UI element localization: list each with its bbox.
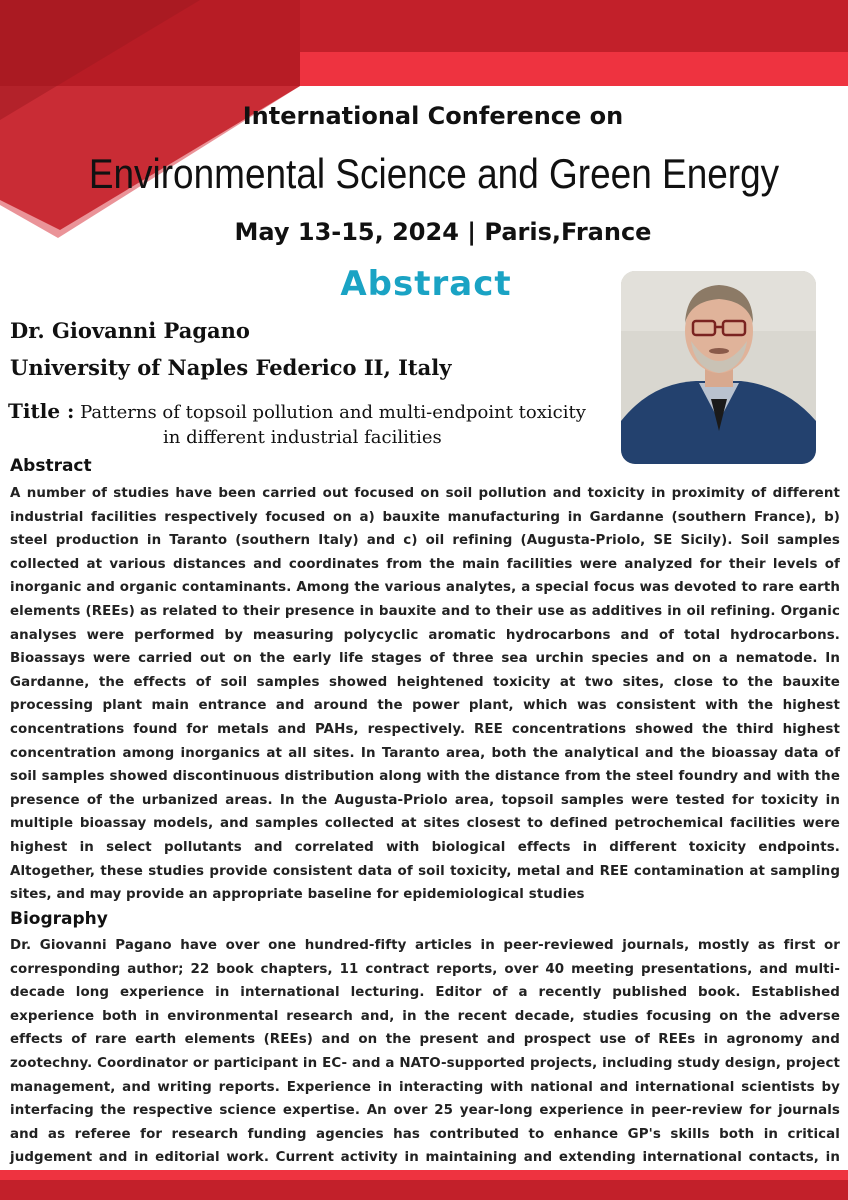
conference-name: Environmental Science and Green Energy [88, 150, 780, 197]
biography-heading: Biography [10, 909, 108, 929]
conference-line1: International Conference on [242, 102, 624, 130]
abstract-banner-heading: Abstract [340, 264, 512, 304]
abstract-text: A number of studies have been carried out focused on soil pollution and toxicity in proximity of different industrial facilities respectively focused on a) bauxite manufacturing in Gardanne (southern France), b) steel production in Taranto (southern Italy) and c) oil refining (Augusta-Priolo, SE Sicily). Soil samples collected at various distances and coordinates from the main facilities were analyzed for their levels of inorganic and organic contaminants. Among the various analytes, a special focus was devoted to rare earth elements (REEs) as related to their presence in bauxite and to their use as additives in oil refining. Organic analyses were performed by measuring polycyclic aromatic hydrocarbons and of total hydrocarbons. Bioassays were carried out on the early life stages of three sea urchin species and on a nematode. In Gardanne, the effects of soil samples showed heightened toxicity at two sites, close to the bauxite processing plant main entrance and around the power plant, which was consistent with the highest concentrations found for metals and PAHs, respectively. REE concentrations showed the third highest concentration among inorganics at all sites. In Taranto area, both the analytical and the bioassay data of soil samples showed discontinuous distribution along with the distance from the steel foundry and with the presence of the urbanized areas. In the Augusta-Priolo area, topsoil samples were tested for toxicity in multiple bioassay models, and samples collected at sites closest to defined petrochemical facilities were highest in select pollutants and correlated with biological effects in different toxicity endpoints. Altogether, these studies provide consistent data of soil toxicity, metal and REE contamination at sampling sites, and may provide an appropriate baseline for epidemiological studies [10, 486, 840, 903]
conference-date-location: May 13-15, 2024 | Paris,France [234, 218, 652, 246]
speaker-photo [621, 271, 816, 464]
talk-title [8, 397, 618, 427]
author-affiliation: University of Naples Federico II, Italy [10, 355, 452, 380]
footer-band-accent [0, 1170, 848, 1180]
biography-text: Dr. Giovanni Pagano have over one hundred-fifty articles in peer-reviewed journals, mostly as first or corresponding author; 22 book chapters, 11 contract reports, over 40 meeting presentations, and multi-decade long experience in international lecturing. Editor of a recently published book. Established experience both in environmental research and, in the recent decade, studies focusing on the adverse effects of rare earth elements (REEs) and on the present and prospect use of REEs in agronomy and zootechny. Coordinator or participant in EC- and a NATO-supported projects, including study design, project management, and writing reports. Experience in interacting with national and international scientists by interfacing the respective science expertise. An over 25 year-long experience in peer-review for journals and as referee for research funding agencies has contributed to enhance GP's skills both in critical judgement and in editorial work. Current activity in maintaining and extending international contacts, in [10, 938, 840, 1166]
title-text-line1: Patterns of topsoil pollution and multi-endpoint toxicity [80, 402, 586, 423]
abstract-heading: Abstract [10, 456, 92, 476]
title-text-line2: in different industrial facilities [163, 427, 442, 448]
author-name: Dr. Giovanni Pagano [10, 318, 250, 343]
title-label: Title : [8, 399, 75, 423]
